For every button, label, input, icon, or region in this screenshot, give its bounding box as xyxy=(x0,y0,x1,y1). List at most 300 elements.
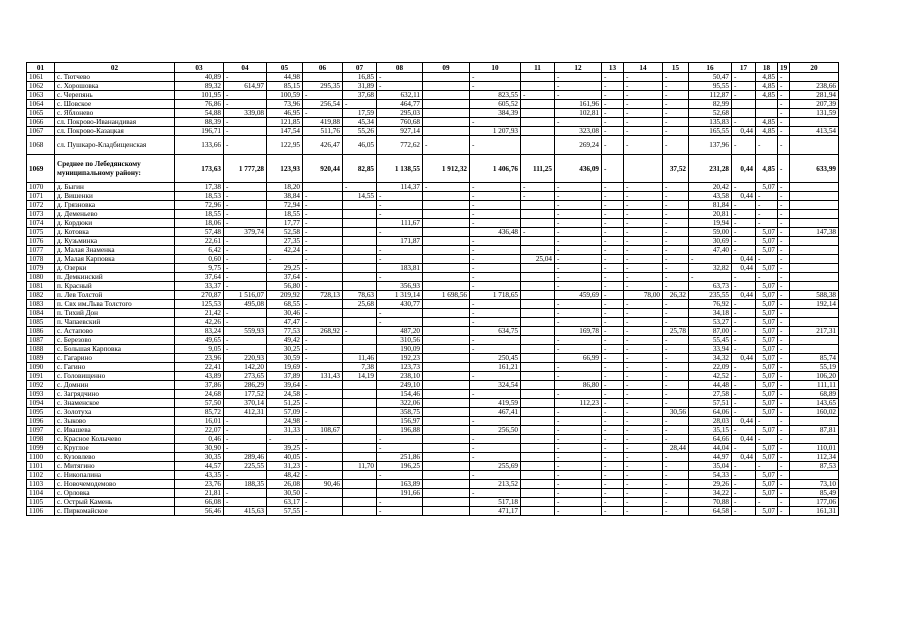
cell-value: 192,14 xyxy=(790,300,839,309)
cell-value: 5,07 xyxy=(756,381,778,390)
settlement-name: с. Острый Камень xyxy=(55,498,175,507)
cell-value: 64,66 xyxy=(689,435,732,444)
cell-value: 106,20 xyxy=(790,372,839,381)
cell-value: - xyxy=(778,273,790,282)
cell-value: 90,46 xyxy=(303,480,343,489)
cell-value: 95,55 xyxy=(689,82,732,91)
settlement-name: с. Золотуха xyxy=(55,408,175,417)
cell-value: - xyxy=(624,327,663,336)
cell-value: - xyxy=(555,426,602,435)
cell-value: - xyxy=(624,417,663,426)
cell-value: 63,73 xyxy=(689,282,732,291)
cell-value: 28,03 xyxy=(689,417,732,426)
cell-value xyxy=(343,444,377,453)
cell-value xyxy=(521,381,555,390)
cell-value xyxy=(521,109,555,118)
cell-value: 324,54 xyxy=(470,381,521,390)
settlement-name: с. Пиркомайское xyxy=(55,507,175,516)
cell-value xyxy=(343,246,377,255)
settlement-name: с. Загрядчино xyxy=(55,390,175,399)
cell-value: - xyxy=(470,318,521,327)
cell-value: - xyxy=(602,498,624,507)
cell-value: 0,44 xyxy=(732,155,756,183)
cell-value: 30,46 xyxy=(267,309,303,318)
cell-value xyxy=(624,155,663,183)
cell-value: 605,52 xyxy=(470,100,521,109)
cell-value: 85,74 xyxy=(790,354,839,363)
cell-value: 5,07 xyxy=(756,237,778,246)
cell-value: - xyxy=(470,372,521,381)
cell-value: 4,85 xyxy=(756,82,778,91)
cell-value: - xyxy=(555,255,602,264)
column-header: 06 xyxy=(303,63,343,73)
cell-value: - xyxy=(470,453,521,462)
cell-value xyxy=(521,273,555,282)
cell-value xyxy=(521,82,555,91)
cell-value: 559,93 xyxy=(224,327,267,336)
cell-value: - xyxy=(303,390,343,399)
cell-value: 196,71 xyxy=(175,127,224,136)
cell-value: - xyxy=(663,192,689,201)
table-row xyxy=(27,136,839,155)
cell-value: - xyxy=(303,264,343,273)
cell-value: 464,77 xyxy=(377,100,423,109)
cell-value: - xyxy=(602,210,624,219)
cell-value: - xyxy=(224,127,267,136)
cell-value: 35,15 xyxy=(689,426,732,435)
column-header: 09 xyxy=(423,63,470,73)
settlement-name: д. Котовка xyxy=(55,228,175,237)
cell-value: 88,39 xyxy=(175,118,224,127)
cell-value xyxy=(343,498,377,507)
cell-value: - xyxy=(555,336,602,345)
table-row xyxy=(27,354,839,363)
cell-value: 5,07 xyxy=(756,399,778,408)
cell-value: 111,25 xyxy=(521,155,555,183)
cell-value: - xyxy=(602,73,624,82)
cell-value: - xyxy=(602,426,624,435)
cell-value: - xyxy=(303,219,343,228)
cell-value: - xyxy=(343,327,377,336)
cell-value: - xyxy=(624,118,663,127)
cell-value xyxy=(343,390,377,399)
cell-value: - xyxy=(377,507,423,516)
cell-value: - xyxy=(602,136,624,155)
settlement-name: п. Свх им.Льва Толстого xyxy=(55,300,175,309)
table-row xyxy=(27,183,839,192)
cell-value: - xyxy=(778,345,790,354)
column-header: 08 xyxy=(377,63,423,73)
cell-value: 295,35 xyxy=(303,82,343,91)
cell-value: - xyxy=(778,489,790,498)
table-row xyxy=(27,381,839,390)
cell-value: - xyxy=(663,471,689,480)
cell-value: - xyxy=(303,345,343,354)
cell-value: 37,52 xyxy=(663,155,689,183)
cell-value: - xyxy=(470,255,521,264)
cell-value: - xyxy=(663,264,689,273)
cell-value: - xyxy=(663,255,689,264)
cell-value: - xyxy=(732,318,756,327)
cell-value: - xyxy=(555,282,602,291)
cell-value: - xyxy=(778,363,790,372)
table-row xyxy=(27,91,839,100)
cell-value xyxy=(521,100,555,109)
row-number: 1099 xyxy=(27,444,55,453)
cell-value: 18,06 xyxy=(175,219,224,228)
column-header: 10 xyxy=(470,63,521,73)
cell-value: - xyxy=(470,300,521,309)
table-row xyxy=(27,100,839,109)
cell-value xyxy=(521,127,555,136)
cell-value: - xyxy=(555,435,602,444)
cell-value: - xyxy=(778,100,790,109)
settlement-name: с. Большая Карповка xyxy=(55,345,175,354)
settlement-name: с. Черепянь xyxy=(55,91,175,100)
cell-value: 37,68 xyxy=(343,91,377,100)
cell-value: - xyxy=(377,273,423,282)
cell-value xyxy=(521,390,555,399)
cell-value: 70,88 xyxy=(689,498,732,507)
cell-value: 23,96 xyxy=(175,354,224,363)
cell-value: 19,94 xyxy=(689,219,732,228)
cell-value xyxy=(521,73,555,82)
cell-value: - xyxy=(732,237,756,246)
cell-value: 110,01 xyxy=(790,444,839,453)
cell-value: - xyxy=(624,426,663,435)
cell-value xyxy=(423,127,470,136)
cell-value: 196,25 xyxy=(377,462,423,471)
cell-value: 384,39 xyxy=(470,109,521,118)
cell-value: - xyxy=(602,291,624,300)
cell-value: - xyxy=(663,318,689,327)
cell-value: 436,48 xyxy=(470,228,521,237)
cell-value xyxy=(423,507,470,516)
settlement-name: сл. Покрово-Казацкая xyxy=(55,127,175,136)
cell-value: - xyxy=(224,201,267,210)
cell-value: - xyxy=(778,219,790,228)
table-row xyxy=(27,462,839,471)
column-header: 14 xyxy=(624,63,663,73)
cell-value: - xyxy=(663,381,689,390)
cell-value: - xyxy=(624,381,663,390)
cell-value: - xyxy=(624,345,663,354)
table-row xyxy=(27,345,839,354)
row-number: 1079 xyxy=(27,264,55,273)
cell-value: - xyxy=(732,210,756,219)
cell-value: - xyxy=(224,309,267,318)
settlement-name: п. Демкинский xyxy=(55,273,175,282)
cell-value: - xyxy=(303,192,343,201)
cell-value: - xyxy=(732,336,756,345)
cell-value: 57,50 xyxy=(175,399,224,408)
cell-value: 163,89 xyxy=(377,480,423,489)
cell-value: 43,58 xyxy=(689,192,732,201)
cell-value: - xyxy=(778,327,790,336)
cell-value xyxy=(423,435,470,444)
cell-value: 37,86 xyxy=(175,381,224,390)
table-row xyxy=(27,444,839,453)
cell-value: - xyxy=(555,228,602,237)
cell-value xyxy=(343,480,377,489)
cell-value: - xyxy=(224,273,267,282)
cell-value xyxy=(343,228,377,237)
row-number: 1081 xyxy=(27,282,55,291)
cell-value: - xyxy=(624,228,663,237)
table-row xyxy=(27,300,839,309)
cell-value: - xyxy=(555,91,602,100)
cell-value: 379,74 xyxy=(224,228,267,237)
cell-value: - xyxy=(602,100,624,109)
cell-value xyxy=(521,118,555,127)
cell-value: 1 207,93 xyxy=(470,127,521,136)
cell-value: - xyxy=(756,498,778,507)
cell-value: 49,42 xyxy=(267,336,303,345)
cell-value: - xyxy=(555,462,602,471)
cell-value xyxy=(423,300,470,309)
cell-value: 22,41 xyxy=(175,363,224,372)
row-number: 1066 xyxy=(27,118,55,127)
cell-value xyxy=(521,435,555,444)
cell-value: - xyxy=(602,471,624,480)
cell-value xyxy=(423,109,470,118)
cell-value: - xyxy=(555,73,602,82)
cell-value xyxy=(790,219,839,228)
cell-value: 32,82 xyxy=(689,264,732,273)
cell-value: 47,40 xyxy=(689,246,732,255)
cell-value: - xyxy=(778,82,790,91)
row-number: 1092 xyxy=(27,381,55,390)
row-number: 1096 xyxy=(27,417,55,426)
cell-value: - xyxy=(303,408,343,417)
cell-value: 4,85 xyxy=(756,155,778,183)
cell-value: 85,15 xyxy=(267,82,303,91)
cell-value: - xyxy=(624,255,663,264)
cell-value: 55,26 xyxy=(343,127,377,136)
cell-value: - xyxy=(602,372,624,381)
cell-value: - xyxy=(756,255,778,264)
cell-value: 24,68 xyxy=(175,390,224,399)
cell-value: - xyxy=(602,390,624,399)
cell-value: - xyxy=(555,363,602,372)
cell-value: - xyxy=(732,282,756,291)
cell-value: 1 138,55 xyxy=(377,155,423,183)
cell-value: 23,76 xyxy=(175,480,224,489)
cell-value: 225,55 xyxy=(224,462,267,471)
cell-value: - xyxy=(555,498,602,507)
cell-value: 256,50 xyxy=(470,426,521,435)
cell-value: - xyxy=(470,444,521,453)
cell-value: 43,89 xyxy=(175,372,224,381)
cell-value: - xyxy=(377,73,423,82)
cell-value xyxy=(521,282,555,291)
cell-value: - xyxy=(224,136,267,155)
column-header: 19 xyxy=(778,63,790,73)
cell-value: - xyxy=(732,327,756,336)
cell-value: 17,38 xyxy=(175,183,224,192)
settlement-name: д. Кузьминка xyxy=(55,237,175,246)
cell-value: 112,87 xyxy=(689,91,732,100)
cell-value: - xyxy=(624,73,663,82)
cell-value: 44,98 xyxy=(267,73,303,82)
cell-value: - xyxy=(521,192,555,201)
cell-value: - xyxy=(732,390,756,399)
cell-value xyxy=(423,73,470,82)
row-number: 1106 xyxy=(27,507,55,516)
cell-value: - xyxy=(267,435,303,444)
cell-value: - xyxy=(470,82,521,91)
cell-value xyxy=(521,237,555,246)
cell-value: - xyxy=(303,228,343,237)
cell-value: 17,77 xyxy=(267,219,303,228)
cell-value: 123,73 xyxy=(377,363,423,372)
cell-value: 34,22 xyxy=(689,489,732,498)
cell-value: - xyxy=(778,426,790,435)
cell-value: - xyxy=(663,246,689,255)
cell-value: 147,54 xyxy=(267,127,303,136)
row-number: 1086 xyxy=(27,327,55,336)
settlement-name: Среднее по Лебедянскому муниципальному району: xyxy=(55,155,175,183)
cell-value: 339,08 xyxy=(224,109,267,118)
cell-value xyxy=(343,489,377,498)
cell-value: 323,08 xyxy=(555,127,602,136)
cell-value: - xyxy=(732,300,756,309)
cell-value: - xyxy=(224,345,267,354)
cell-value: 78,00 xyxy=(624,291,663,300)
cell-value: - xyxy=(778,264,790,273)
cell-value xyxy=(521,246,555,255)
cell-value: - xyxy=(470,237,521,246)
cell-value: 72,96 xyxy=(175,201,224,210)
column-header: 13 xyxy=(602,63,624,73)
cell-value: - xyxy=(303,210,343,219)
cell-value: - xyxy=(303,498,343,507)
cell-value: 37,64 xyxy=(267,273,303,282)
cell-value: - xyxy=(555,471,602,480)
cell-value: 40,05 xyxy=(267,453,303,462)
cell-value: 112,23 xyxy=(555,399,602,408)
cell-value: - xyxy=(555,453,602,462)
cell-value: 190,09 xyxy=(377,345,423,354)
cell-value xyxy=(521,327,555,336)
cell-value: 177,06 xyxy=(790,498,839,507)
cell-value: 73,96 xyxy=(267,100,303,109)
cell-value: 30,56 xyxy=(663,408,689,417)
cell-value: - xyxy=(224,318,267,327)
cell-value: - xyxy=(663,372,689,381)
table-row xyxy=(27,273,839,282)
cell-value xyxy=(521,480,555,489)
cell-value: 5,07 xyxy=(756,408,778,417)
cell-value xyxy=(423,192,470,201)
table-row xyxy=(27,237,839,246)
cell-value: - xyxy=(778,318,790,327)
cell-value xyxy=(423,354,470,363)
cell-value: - xyxy=(663,336,689,345)
row-number: 1076 xyxy=(27,237,55,246)
cell-value: - xyxy=(602,282,624,291)
cell-value: 39,64 xyxy=(267,381,303,390)
table-row xyxy=(27,82,839,91)
cell-value: - xyxy=(303,309,343,318)
settlement-name: с. Яблонево xyxy=(55,109,175,118)
cell-value: - xyxy=(224,471,267,480)
cell-value: - xyxy=(732,507,756,516)
cell-value: 5,07 xyxy=(756,444,778,453)
cell-value xyxy=(423,489,470,498)
cell-value: - xyxy=(732,183,756,192)
cell-value: - xyxy=(423,136,470,155)
cell-value: 89,32 xyxy=(175,82,224,91)
cell-value xyxy=(343,210,377,219)
row-number: 1072 xyxy=(27,201,55,210)
cell-value: - xyxy=(555,183,602,192)
cell-value: 634,75 xyxy=(470,327,521,336)
table-row xyxy=(27,192,839,201)
cell-value: - xyxy=(377,444,423,453)
table-row xyxy=(27,318,839,327)
cell-value xyxy=(343,309,377,318)
cell-value: - xyxy=(377,435,423,444)
cell-value xyxy=(423,255,470,264)
cell-value xyxy=(343,381,377,390)
cell-value: 64,58 xyxy=(689,507,732,516)
cell-value: 5,07 xyxy=(756,300,778,309)
cell-value: - xyxy=(602,273,624,282)
cell-value xyxy=(423,282,470,291)
cell-value: 63,17 xyxy=(267,498,303,507)
row-number: 1097 xyxy=(27,426,55,435)
table-row xyxy=(27,246,839,255)
table-row xyxy=(27,282,839,291)
cell-value: 188,35 xyxy=(224,480,267,489)
cell-value: 52,68 xyxy=(689,109,732,118)
cell-value: - xyxy=(602,246,624,255)
cell-value: 0,44 xyxy=(732,192,756,201)
cell-value: 66,08 xyxy=(175,498,224,507)
cell-value: 1 698,56 xyxy=(423,291,470,300)
cell-value: 37,89 xyxy=(267,372,303,381)
cell-value: 165,55 xyxy=(689,127,732,136)
cell-value: 16,01 xyxy=(175,417,224,426)
cell-value xyxy=(343,471,377,480)
settlement-name: с. Круглое xyxy=(55,444,175,453)
cell-value: - xyxy=(732,498,756,507)
cell-value: 5,07 xyxy=(756,336,778,345)
cell-value: 250,45 xyxy=(470,354,521,363)
settlement-name: с. Зыково xyxy=(55,417,175,426)
cell-value: 30,69 xyxy=(689,237,732,246)
cell-value: 21,42 xyxy=(175,309,224,318)
settlement-name: с. Березово xyxy=(55,336,175,345)
cell-value: 238,10 xyxy=(377,372,423,381)
cell-value xyxy=(790,282,839,291)
cell-value: 270,87 xyxy=(175,291,224,300)
cell-value: 73,10 xyxy=(790,480,839,489)
cell-value xyxy=(423,372,470,381)
cell-value: 30,90 xyxy=(175,444,224,453)
cell-value xyxy=(423,480,470,489)
cell-value: - xyxy=(778,255,790,264)
cell-value xyxy=(343,453,377,462)
table-row xyxy=(27,210,839,219)
cell-value: - xyxy=(778,471,790,480)
cell-value: - xyxy=(624,480,663,489)
cell-value: 31,89 xyxy=(343,82,377,91)
cell-value: - xyxy=(555,300,602,309)
cell-value: 154,46 xyxy=(377,390,423,399)
cell-value: 22,07 xyxy=(175,426,224,435)
